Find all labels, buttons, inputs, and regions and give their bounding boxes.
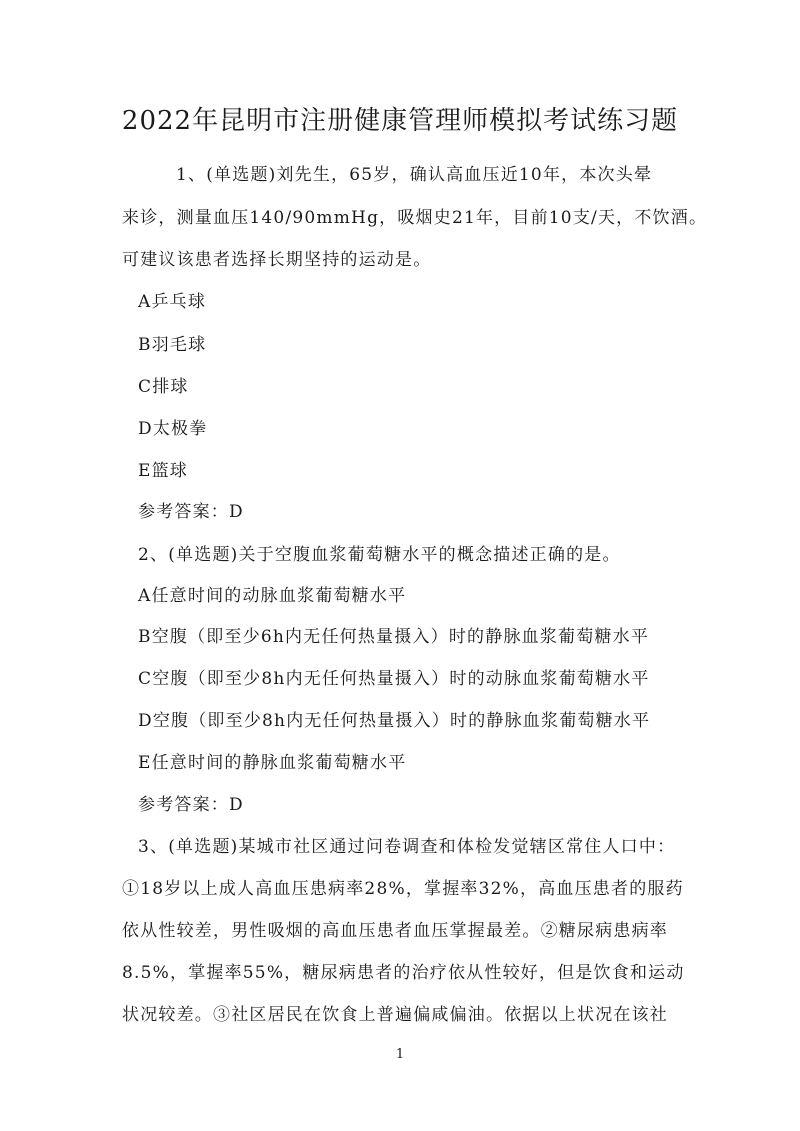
q2-answer: 参考答案：D [138, 795, 244, 815]
q1-stem-line: 来诊，测量血压140/90mmHg，吸烟史21年，目前10支/天，不饮酒。 [122, 208, 708, 228]
page-number: 1 [395, 1047, 405, 1062]
q3-stem-line: ①18岁以上成人高血压患病率28%，掌握率32%，高血压患者的服药 [122, 879, 684, 899]
q3-stem-line: 依从性较差，男性吸烟的高血压患者血压掌握最差。②糖尿病患病率 [122, 921, 668, 941]
q3-stem-line: 状况较差。③社区居民在饮食上普遍偏咸偏油。依据以上状况在该社 [122, 1005, 668, 1025]
q3-stem-line: 3、(单选题)某城市社区通过问卷调查和体检发觉辖区常住人口中： [138, 837, 676, 857]
q1-option: C排球 [138, 377, 189, 397]
document-title: 2022年昆明市注册健康管理师模拟考试练习题 [121, 106, 679, 136]
q2-option: C空腹（即至少8h内无任何热量摄入）时的动脉血浆葡萄糖水平 [138, 669, 650, 689]
q2-option: D空腹（即至少8h内无任何热量摄入）时的静脉血浆葡萄糖水平 [138, 711, 651, 731]
q2-option: E任意时间的静脉血浆葡萄糖水平 [138, 753, 407, 773]
q1-option: B羽毛球 [138, 335, 207, 355]
q2-option: A任意时间的动脉血浆葡萄糖水平 [138, 586, 407, 606]
q1-option: D太极拳 [138, 419, 208, 439]
q3-stem-line: 8.5%，掌握率55%，糖尿病患者的治疗依从性较好，但是饮食和运动 [122, 963, 685, 983]
q1-stem-line: 可建议该患者选择长期坚持的运动是。 [122, 250, 432, 270]
q1-answer: 参考答案：D [138, 502, 244, 522]
q2-option: B空腹（即至少6h内无任何热量摄入）时的静脉血浆葡萄糖水平 [138, 627, 650, 647]
q2-stem: 2、(单选题)关于空腹血浆葡萄糖水平的概念描述正确的是。 [138, 545, 621, 565]
q1-option: A乒乓球 [138, 292, 207, 312]
q1-stem-line: 1、(单选题)刘先生，65岁，确认高血压近10年，本次头晕 [176, 165, 653, 185]
q1-option: E篮球 [138, 461, 189, 481]
